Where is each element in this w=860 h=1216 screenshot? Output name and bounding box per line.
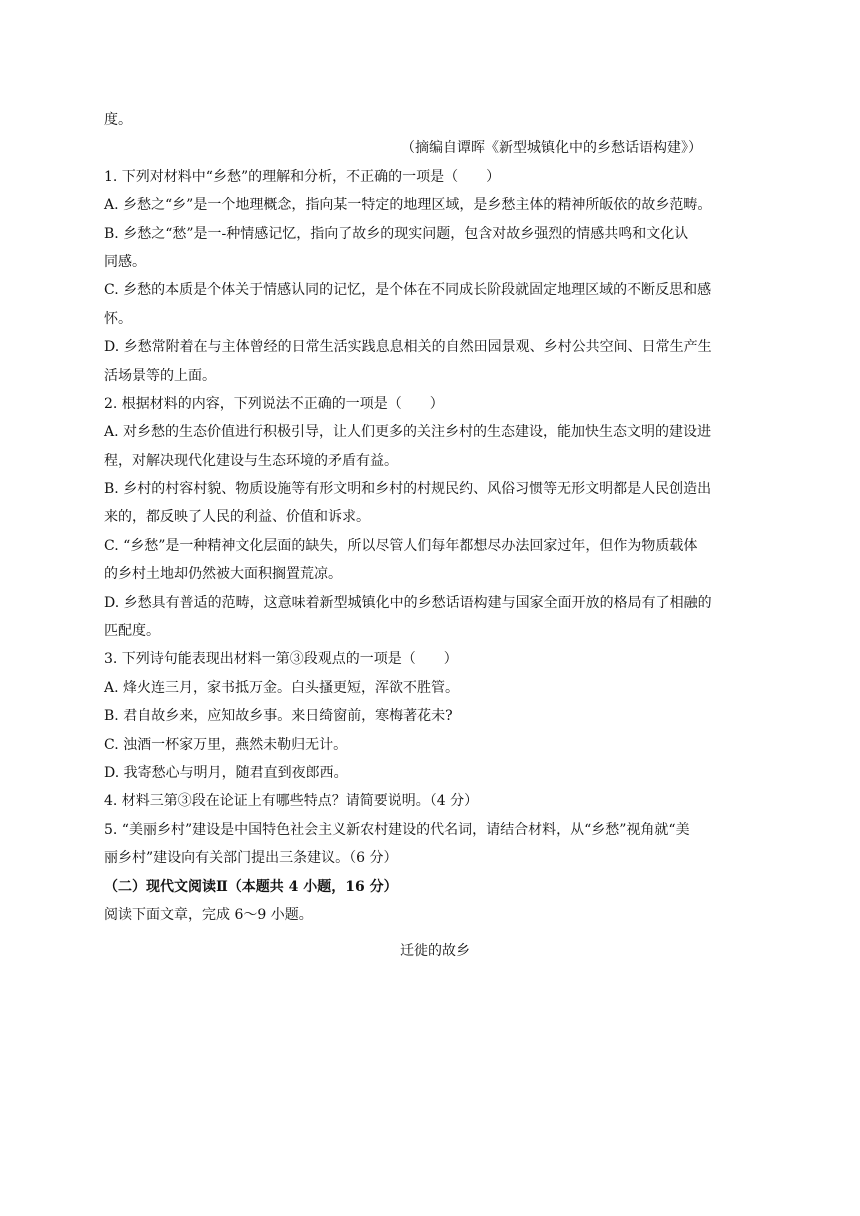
instruction: 阅读下面文章，完成 6～9 小题。	[104, 906, 313, 923]
question-1	[104, 163, 766, 390]
question-4: 4. 材料三第③段在论证上有哪些特点？请简要说明。（4 分）	[104, 793, 479, 810]
option-c: C. 浊酒一杯家万里，燕然未勒归无计。	[104, 736, 348, 753]
option-b: B. 乡村的村容村貌、物质设施等有形文明和乡村的村规民约、风俗习惯等无形文明都是人民创造出	[104, 481, 712, 498]
intro-tail: 度。	[104, 112, 132, 128]
option-d: D. 我寄愁心与明月，随君直到夜郎西。	[104, 764, 348, 781]
option-d-cont: 活场景等的上面。	[104, 367, 216, 384]
question-5: 5. “美丽乡村”建设是中国特色社会主义新农村建设的代名词，请结合材料，从“乡愁”视角就“美	[104, 821, 690, 838]
option-d: D. 乡愁具有普适的范畴，这意味着新型城镇化中的乡愁话语构建与国家全面开放的格局有了相融的	[104, 594, 712, 611]
document-body	[104, 106, 766, 966]
option-c-cont: 的乡村土地却仍然被大面积搁置荒凉。	[104, 566, 342, 583]
question-2	[104, 390, 766, 646]
option-b-cont: 同感。	[104, 253, 146, 270]
question-3	[104, 645, 766, 787]
article-title: 迁徙的故乡	[400, 943, 470, 960]
option-b: B. 乡愁之“愁”是一-种情感记忆，指向了故乡的现实问题，包含对故乡强烈的情感共鸣和文化认	[104, 225, 689, 242]
section-title: （二）现代文阅读Ⅱ（本题共 4 小题，16 分）	[104, 878, 398, 895]
option-d-cont: 匹配度。	[104, 623, 160, 640]
option-a-cont: 程，对解决现代化建设与生态环境的矛盾有益。	[104, 452, 398, 469]
option-c: C. “乡愁”是一种精神文化层面的缺失，所以尽管人们每年都想尽办法回家过年，但作为物质载体	[104, 537, 698, 554]
question-stem: 1. 下列对材料中“乡愁”的理解和分析，不正确的一项是（ ）	[104, 168, 501, 185]
option-a: A. 乡愁之“乡”是一个地理概念，指向某一特定的地理区域，是乡愁主体的精神所皈依的故乡范畴。	[104, 197, 712, 214]
option-c: C. 乡愁的本质是个体关于情感认同的记忆，是个体在不同成长阶段就固定地理区域的不断反思和感	[104, 282, 712, 299]
source-citation: （摘编自谭晖《新型城镇化中的乡愁话语构建》）	[401, 140, 702, 157]
option-b-cont: 来的，都反映了人民的利益、价值和诉求。	[104, 509, 370, 526]
option-a: A. 烽火连三月，家书抵万金。白头搔更短，浑欲不胜管。	[104, 679, 460, 696]
question-5-cont: 丽乡村”建设向有关部门提出三条建议。（6 分）	[104, 850, 398, 867]
option-d: D. 乡愁常附着在与主体曾经的日常生活实践息息相关的自然田园景观、乡村公共空间、日常生产生	[104, 339, 712, 356]
option-a: A. 对乡愁的生态价值进行积极引导，让人们更多的关注乡村的生态建设，能加快生态文明的建设进	[104, 424, 712, 441]
option-c-cont: 怀。	[104, 310, 132, 327]
question-stem: 2. 根据材料的内容，下列说法不正确的一项是（ ）	[104, 395, 444, 412]
option-b: B. 君自故乡来，应知故乡事。来日绮窗前，寒梅著花未?	[104, 708, 453, 725]
question-stem: 3. 下列诗句能表现出材料一第③段观点的一项是（ ）	[104, 651, 458, 668]
